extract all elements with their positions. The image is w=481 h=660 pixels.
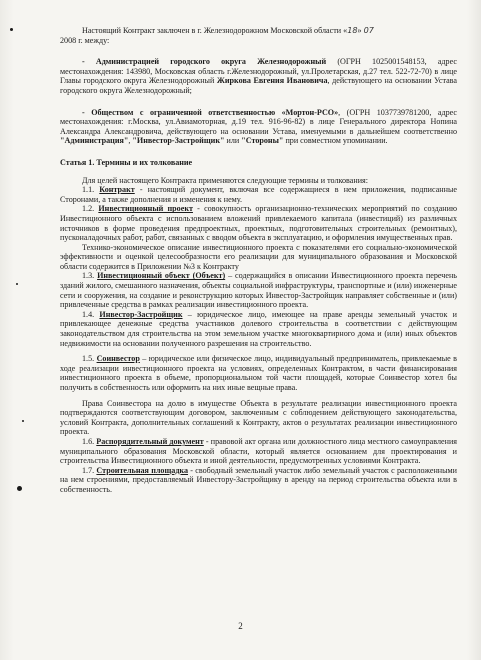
handwritten-month: 07 bbox=[363, 25, 374, 35]
t15-term: Соинвестор bbox=[96, 354, 140, 364]
party1-dash: - bbox=[82, 57, 96, 67]
t13-text: – содержащийся в описании Инвестиционного проекта перечень зданий жилого, смешанного назначения, объекты социальной инфраструктуры, транспортные и (или) инженерные сети и сооружения, на создание и реконструкцию которых Инвестор-Застройщик направляет собственные и (или) привлеченные средства в рамках реализации инвестиционного проекта. bbox=[60, 271, 457, 310]
t16-text: - правовой акт органа или должностного лица местного самоуправления муниципального образования Московской области, который является основанием для проектирования и строительства Инвестиционного объекта и иной деятельности, предусмотренных условиями Контракта. bbox=[60, 436, 457, 466]
party2-comma: , bbox=[128, 136, 133, 146]
coinvestor-rights: Права Соинвестора на долю в имуществе Объекта в результате реализации инвестиционного проекта подтверждаются соответствующим договором, заключенным с соблюдением действующего законодательства, условий Контракта, дополнительных соглашений к Контракту, актов о результатах реализации инвестиционного проекта. bbox=[60, 398, 457, 437]
party1-name: Администрацией городского округа Железнодорожный bbox=[95, 57, 327, 67]
scan-spot bbox=[16, 283, 18, 285]
term-investment-object bbox=[60, 271, 457, 309]
article-title: Статья 1. Термины и их толкование bbox=[60, 157, 193, 167]
party2-name: Обществом с ограниченной ответственностью «Мортон-РСО» bbox=[91, 107, 339, 117]
t14-term: Инвестор-Застройщик bbox=[99, 309, 183, 319]
party2-adm: "Администрация" bbox=[60, 136, 129, 146]
party2-dash: - bbox=[82, 107, 92, 117]
intro-text: Настоящий Контракт заключен в г. Железнодорожном Московской области « bbox=[82, 26, 348, 35]
party-administration bbox=[60, 57, 457, 95]
terms-intro: Для целей настоящего Контракта применяются следующие термины и толкования: bbox=[82, 175, 368, 185]
party2-details: , (ОГРН 1037739781200, адрес местонахождения: г.Москва, ул.Авиамоторная, д.19 тел. 916-96-82) в лице Генерального директора Нопина Александра Александровича, действующего на основании Устава, именуемыми в дальнейшем соответственно bbox=[60, 107, 458, 136]
t12-term: Инвестиционный проект bbox=[98, 204, 193, 214]
t16-term: Распорядительный документ bbox=[96, 436, 204, 446]
party2-sides: "Стороны" bbox=[241, 136, 284, 146]
term-investor-developer bbox=[60, 310, 457, 348]
t12-num: 1.2. bbox=[82, 204, 99, 214]
party2-or: или bbox=[224, 136, 242, 146]
t11-term: Контракт bbox=[99, 185, 135, 195]
term-contract bbox=[60, 185, 457, 204]
punch-hole-top bbox=[10, 28, 13, 31]
t11-text: - настоящий документ, включая все содержащиеся в нем приложения, подписанные Сторонами, а также дополнения и изменения к нему. bbox=[60, 185, 457, 204]
intro-year: 2008 г. между: bbox=[60, 35, 110, 45]
handwritten-day: 18 bbox=[347, 25, 358, 35]
t14-num: 1.4. bbox=[82, 309, 100, 319]
intro-quote: » bbox=[357, 26, 364, 35]
t16-num: 1.6. bbox=[82, 436, 97, 446]
party2-inv: "Инвестор-Застройщик" bbox=[132, 136, 225, 146]
term-construction-site bbox=[60, 466, 457, 495]
t11-num: 1.1. bbox=[82, 185, 100, 195]
scan-spot bbox=[22, 420, 24, 422]
teo-paragraph: Технико-экономическое описание инвестиционного проекта с показателями его социально-экономической эффективности и оценкой целесообразности его реализации для муниципального образования и Московской области содержится в Приложении №3 к Контракту bbox=[60, 242, 457, 271]
intro-paragraph bbox=[60, 26, 457, 45]
t12-text: - совокупность организационно-технических мероприятий по созданию Инвестиционного объекта с использованием вложений привлекаемого капитала (инвестиций) из различных источников в форме проведения предпроектных, проектных, подготовительных строительных (ремонтных), пусконаладочных работ, работ, связанных с вводом объекта в эксплуатацию, и оформления имущественных прав. bbox=[60, 204, 458, 243]
party1-basis: , действующего на основании Устава городского округа Железнодорожный; bbox=[60, 76, 457, 95]
term-investment-project bbox=[60, 204, 457, 242]
party1-head: Жиркова Евгения Ивановича bbox=[216, 76, 328, 86]
t17-term: Строительная площадка bbox=[96, 465, 189, 475]
t15-text: – юридическое или физическое лицо, индивидуальный предприниматель, привлекаемые в ходе реализации инвестиционного проекта на условиях, определенных Контрактом, в части финансирования инвестиционного проекта в объеме, пропорциональном той части площадей, которые Соинвестор хотел бы получить в собственность или оформить на них иные вещные права. bbox=[60, 354, 458, 392]
party2-end: при совместном упоминании. bbox=[283, 136, 388, 146]
punch-hole-bottom bbox=[17, 486, 22, 491]
party-investor bbox=[60, 108, 457, 146]
term-coinvestor bbox=[60, 354, 457, 392]
term-regulatory-document bbox=[60, 437, 457, 466]
t17-num: 1.7. bbox=[82, 465, 97, 475]
page-number: 2 bbox=[238, 621, 243, 631]
t13-num: 1.3. bbox=[82, 271, 98, 281]
t17-text: - свободный земельный участок либо земельный участок с расположенными на нем строениями, предоставляемый Инвестору-Застройщику в аренду на период строительства объекта или в собственность. bbox=[60, 465, 457, 494]
t14-text: – юридическое лицо, имеющее на праве аренды земельный участок и привлекающее денежные средства участников долевого строительства в соответствии с действующим законодательством для строительства на этом земельном участке многоквартирного дома и (или) иных объектов недвижимости на основании полученного разрешения на строительство. bbox=[60, 309, 457, 348]
t13-term: Инвестиционный объект (Объект) bbox=[97, 271, 226, 281]
t15-num: 1.5. bbox=[82, 354, 97, 364]
party1-details: (ОГРН 1025001548153, адрес местонахождения: 143980, Московская область г.Железнодорожный, ул.Пролетарская, д.27 тел. 522-72-70) в лице Главы городского округа Железнодорожный bbox=[60, 57, 457, 86]
